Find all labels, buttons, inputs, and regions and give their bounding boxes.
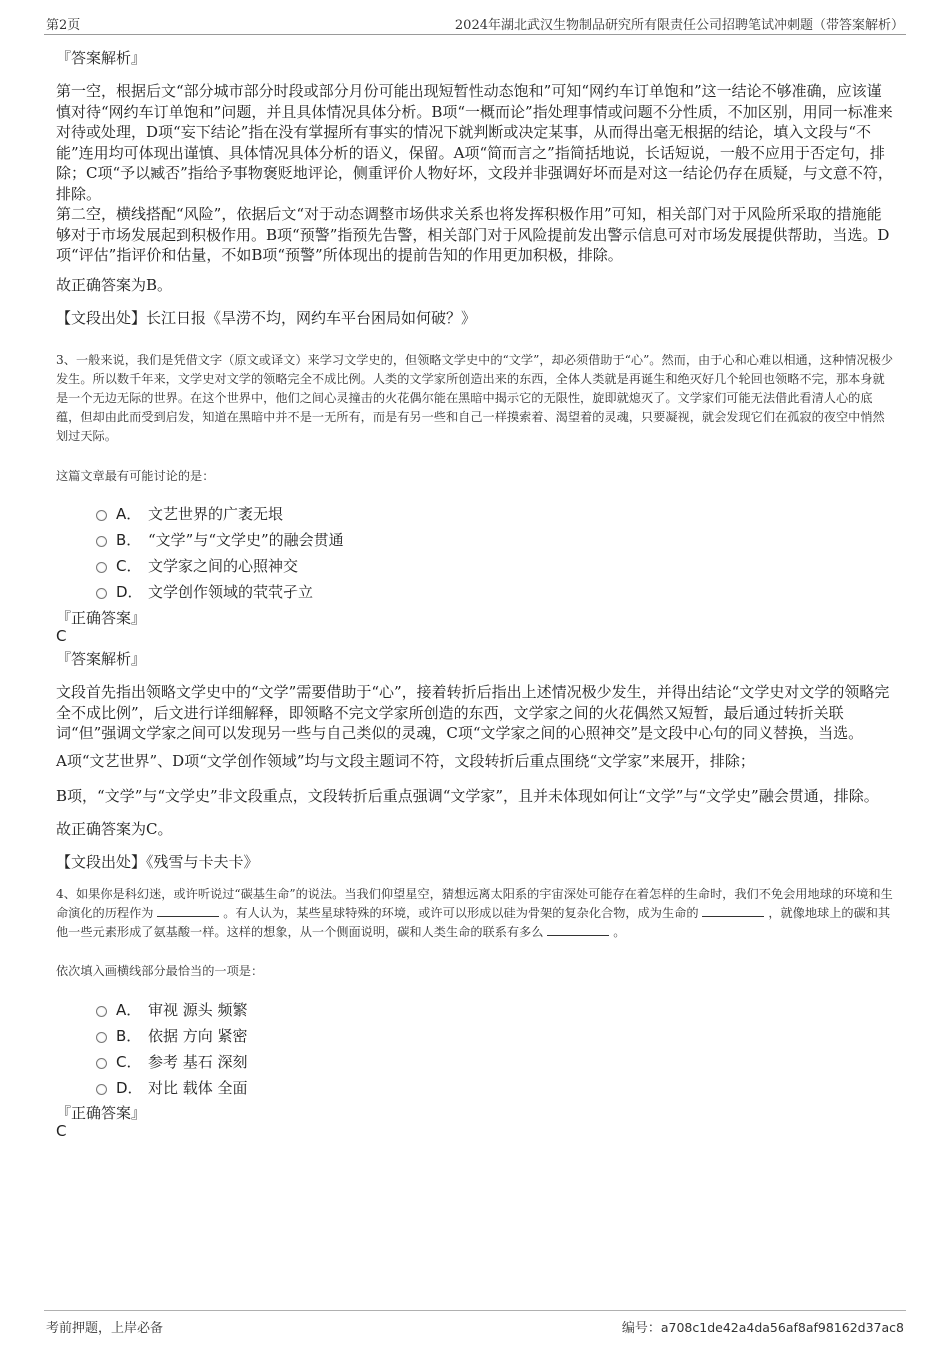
answer-conclusion: 故正确答案为B。 <box>56 276 173 294</box>
option-d[interactable] <box>96 581 313 602</box>
radio-icon[interactable] <box>96 510 107 521</box>
option-c[interactable] <box>96 555 298 576</box>
option-b[interactable] <box>96 1025 248 1046</box>
option-a[interactable] <box>96 503 283 524</box>
option-letter: C． <box>116 1053 142 1071</box>
option-letter: D． <box>116 583 143 601</box>
option-letter: B． <box>116 531 142 549</box>
option-text: 审视 源头 频繁 <box>148 1001 248 1019</box>
fill-blank-3 <box>547 923 609 936</box>
option-letter: C． <box>116 557 142 575</box>
option-text: 文艺世界的广袤无垠 <box>148 505 284 523</box>
option-letter: D． <box>116 1079 143 1097</box>
source-citation: 【文段出处】《残雪与卡夫卡》 <box>56 853 259 871</box>
correct-answer: C <box>56 1122 67 1140</box>
q3-analysis-paragraph-2: A项“文艺世界”、D项“文学创作领域”均与文段主题词不符，文段转折后重点围绕“文学家”来展开，排除； <box>56 752 755 770</box>
radio-icon[interactable] <box>96 1058 107 1069</box>
page-footer <box>44 1310 906 1335</box>
question-4-prompt: 依次填入画横线部分最恰当的一项是： <box>56 964 264 978</box>
option-letter: A． <box>116 505 142 523</box>
answer-conclusion: 故正确答案为C。 <box>56 820 173 838</box>
correct-answer: C <box>56 627 67 645</box>
option-text: 参考 基石 深刻 <box>148 1053 248 1071</box>
option-c[interactable] <box>96 1051 248 1072</box>
option-a[interactable] <box>96 999 248 1020</box>
passage-text: ，就像地球上的碳和其他一些元素形成了氨基酸一样。这样的想象，从一个侧面说明，碳和人类生命的联系有多么 <box>56 906 891 939</box>
analysis-heading: 『答案解析』 <box>56 650 147 668</box>
option-text: “文学”与“文学史”的融会贯通 <box>148 531 344 549</box>
question-3-prompt: 这篇文章最有可能讨论的是： <box>56 469 215 483</box>
passage-text: 4、如果你是科幻迷，或许听说过“碳基生命”的说法。当我们仰望星空，猜想远离太阳系的宇宙深处可能存在着怎样的生命时，我们不免会用地球的环境和生命演化的历程作为 <box>56 887 893 920</box>
source-citation: 【文段出处】长江日报《旱涝不均，网约车平台困局如何破？》 <box>56 309 477 327</box>
option-b[interactable] <box>96 529 344 550</box>
code-value: a708c1de42a4da56af8af98162d37ac8 <box>660 1320 904 1335</box>
option-d[interactable] <box>96 1077 248 1098</box>
q3-analysis-paragraph-3: B项，“文学”与“文学史”非文段重点，文段转折后重点强调“文学家”，且并未体现如何让“文学”与“文学史”融会贯通，排除。 <box>56 787 879 805</box>
question-3-passage: 3、一般来说，我们是凭借文字（原文或译文）来学习文学史的，但领略文学史中的“文学”，却必须借助于“心”。然而，由于心和心难以相通，这种情况极少发生。所以数千年来，文学史对文学的领略完全不成比例。人类的文学家所创造出来的东西，全体人类就是再诞生和绝灭好几个轮回也领略不完，那本身就是一个无边无际的世界。在这个世界中，他们之间心灵撞击的火花偶尔能在黑暗中揭示它的无限性，旋即就熄灭了。文学家们可能无法借此看清人心的底蕴，但却由此而受到启发，知道在黑暗中并不是一无所有，而是有另一些和自己一样摸索着、渴望着的灵魂，只要凝视，就会发现它们在孤寂的夜空中悄然划过天际。 <box>56 353 894 443</box>
radio-icon[interactable] <box>96 536 107 547</box>
option-text: 对比 载体 全面 <box>148 1079 248 1097</box>
option-letter: A． <box>116 1001 142 1019</box>
correct-answer-heading: 『正确答案』 <box>56 609 147 627</box>
document-code <box>622 1317 904 1336</box>
option-letter: B． <box>116 1027 142 1045</box>
radio-icon[interactable] <box>96 1084 107 1095</box>
radio-icon[interactable] <box>96 1006 107 1017</box>
fill-blank-1 <box>157 904 219 917</box>
footer-slogan: 考前押题，上岸必备 <box>46 1321 164 1336</box>
page-header <box>44 14 906 35</box>
analysis-heading: 『答案解析』 <box>56 49 147 67</box>
passage-text: 。有人认为，某些星球特殊的环境，或许可以形成以硅为骨架的复杂化合物，成为生命的 <box>223 906 699 920</box>
passage-text: 。 <box>613 925 626 939</box>
correct-answer-heading: 『正确答案』 <box>56 1104 147 1122</box>
radio-icon[interactable] <box>96 562 107 573</box>
option-text: 文学家之间的心照神交 <box>148 557 299 575</box>
question-4-passage <box>56 885 894 942</box>
analysis-paragraph-2: 第二空，横线搭配“风险”，依据后文“对于动态调整市场供求关系也将发挥积极作用”可知，相关部门对于风险所采取的措施能够对于市场发展起到积极作用。B项“预警”指预先告警，相关部门对于风险提前发出警示信息可对市场发展提供帮助，当选。D项“评估”指评价和估量，不如B项“预警”所体现出的提前告知的作用更加积极，排除。 <box>56 205 890 264</box>
document-title: 2024年湖北武汉生物制品研究所有限责任公司招聘笔试冲刺题（带答案解析） <box>454 18 904 33</box>
option-text: 依据 方向 紧密 <box>148 1027 248 1045</box>
q3-analysis-paragraph-1: 文段首先指出领略文学史中的“文学”需要借助于“心”，接着转折后指出上述情况极少发生，并得出结论“文学史对文学的领略完全不成比例”，后文进行详细解释，即领略不完文学家所创造的东西，文学家之间的火花偶然又短暂，最后通过转折关联词“但”强调文学家之间可以发现另一些与自己类似的灵魂，C项“文学家之间的心照神交”是文段中心句的同义替换，当选。 <box>56 683 890 742</box>
radio-icon[interactable] <box>96 1032 107 1043</box>
analysis-paragraph-1: 第一空，根据后文“部分城市部分时段或部分月份可能出现短暂性动态饱和”可知“网约车订单饱和”这一结论不够准确，应该谨慎对待“网约车订单饱和”问题，并且具体情况具体分析。B项“一概而论”指处理事情或问题不分性质，不加区别，用同一标准来对待或处理，D项“妄下结论”指在没有掌握所有事实的情况下就判断或决定某事，从而得出毫无根据的结论，填入文段与“不能”连用均可体现出谨慎、具体情况具体分析的语义，保留。A项“简而言之”指简括地说，长话短说，一般不应用于否定句，排除；C项“予以臧否”指给予事物褒贬地评论，侧重评价人物好坏，文段并非强调好坏而是对这一结论仍存在质疑，与文意不符，排除。 <box>56 82 893 203</box>
radio-icon[interactable] <box>96 588 107 599</box>
page-number: 第2页 <box>46 18 81 33</box>
fill-blank-2 <box>702 904 764 917</box>
option-text: 文学创作领域的茕茕孑立 <box>148 583 314 601</box>
code-label: 编号： <box>621 1321 661 1336</box>
